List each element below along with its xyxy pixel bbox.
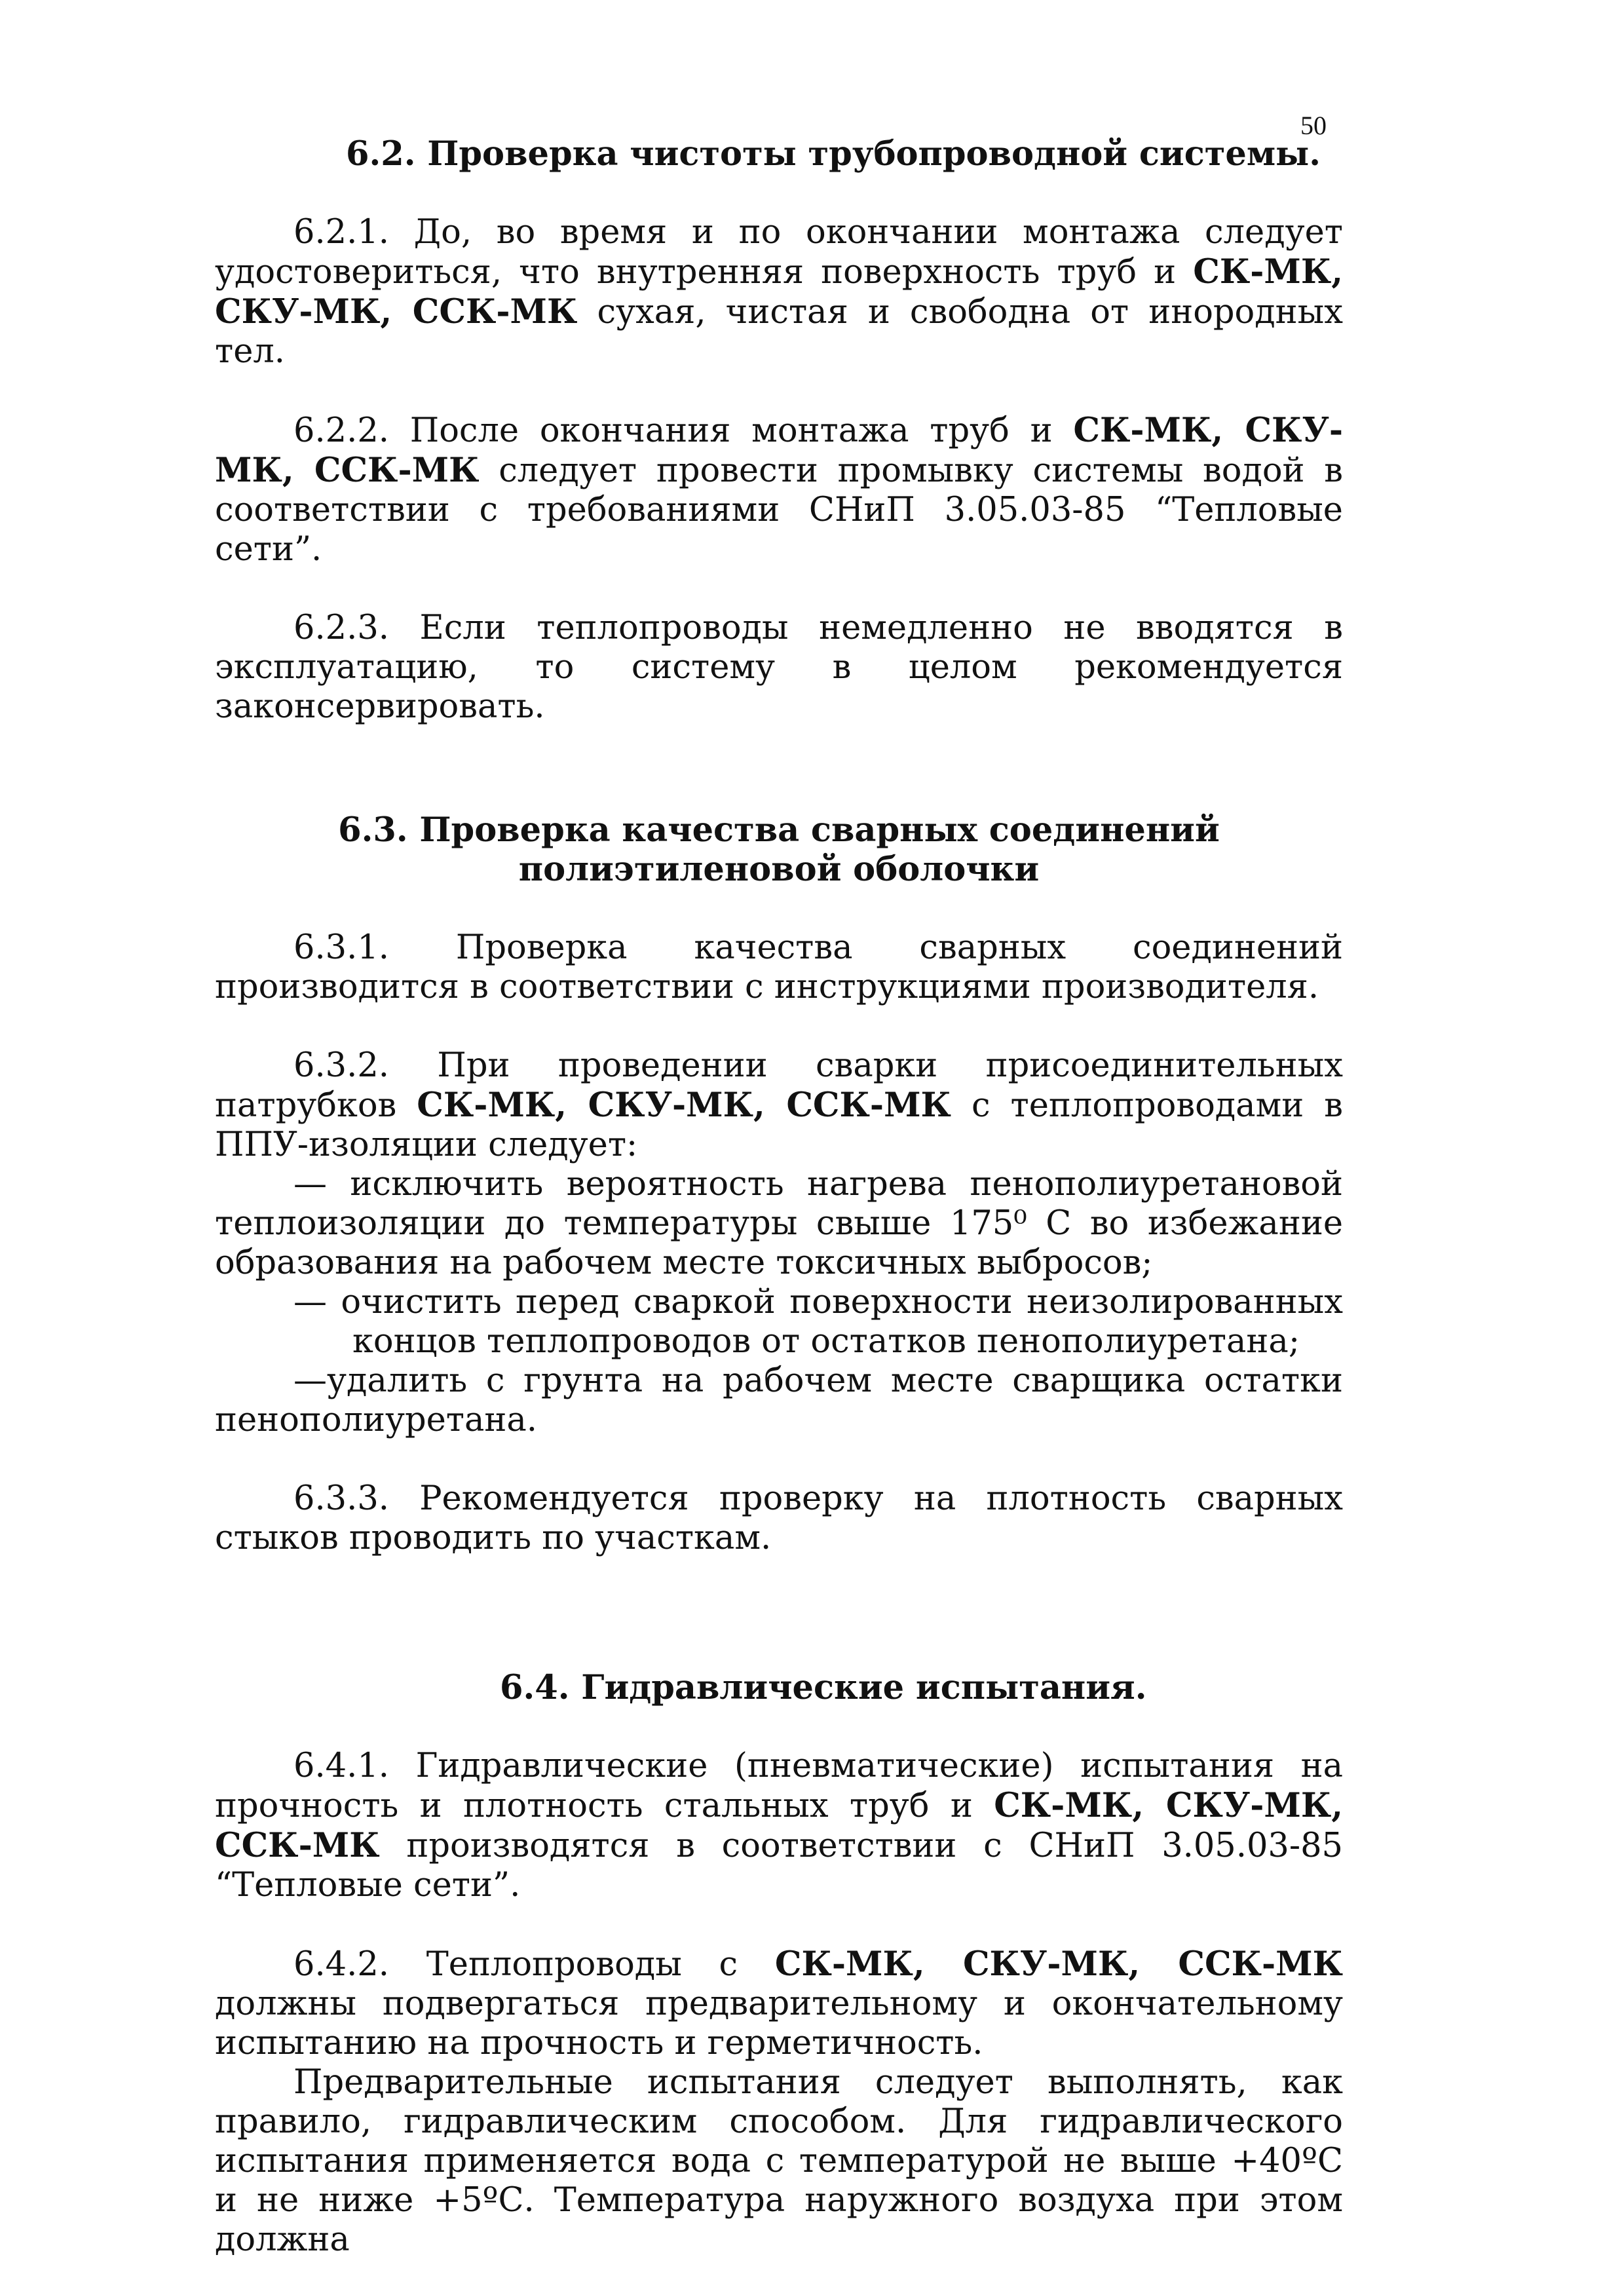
product-codes: СК-МК, СКУ-МК, ССК-МК bbox=[774, 1944, 1343, 1984]
paragraph-6-4-1 bbox=[215, 1747, 1343, 1905]
paragraph-6-3-3: 6.3.3. Рекомендуется проверку на плотность сварных стыков проводить по участкам. bbox=[215, 1479, 1343, 1557]
paragraph-6-3-2 bbox=[215, 1046, 1343, 1165]
paragraph-text: должны подвергаться предварительному и окончательному испытанию на прочность и герметичность. bbox=[215, 1984, 1343, 2062]
page-number: 50 bbox=[1300, 111, 1327, 140]
product-codes: СК-МК, СКУ-МК, ССК-МК bbox=[215, 411, 1344, 490]
paragraph-6-2-3: 6.2.3. Если теплопроводы немедленно не вводятся в эксплуатацию, то систему в целом рекомендуется законсервировать. bbox=[215, 609, 1343, 726]
list-item: — очистить перед сваркой поверхности неизолированных концов теплопроводов от остатков пенополиуретана; bbox=[293, 1283, 1343, 1361]
paragraph-text: сухая, чистая и свободна от инородных тел. bbox=[215, 293, 1344, 371]
list-item: — исключить вероятность нагрева пенополиуретановой теплоизоляции до температуры свыше 175⁰ С во избежание образования на рабочем месте токсичных выбросов; bbox=[215, 1165, 1343, 1282]
section-heading-6-3 bbox=[215, 810, 1343, 889]
paragraph-6-4-2 bbox=[215, 1944, 1343, 2063]
paragraph-text: 6.4.1. Гидравлические (пневматические) испытания на прочность и плотность стальных труб и bbox=[215, 1747, 1343, 1825]
paragraph-text: следует провести промывку системы водой в соответствии с требованиями СНиП 3.05.03-85 “Тепловые сети”. bbox=[215, 451, 1343, 569]
product-codes: СК-МК, СКУ-МК, ССК-МК bbox=[417, 1086, 951, 1125]
section-heading-6-2: 6.2. Проверка чистоты трубопроводной системы. bbox=[346, 134, 1321, 174]
product-codes: СК-МК, СКУ-МК, ССК-МК bbox=[215, 1786, 1343, 1865]
paragraph-6-3-1: 6.3.1. Проверка качества сварных соединений производится в соответствии с инструкциями производителя. bbox=[215, 928, 1343, 1006]
paragraph-6-2-1 bbox=[215, 213, 1343, 371]
paragraph-text: с теплопроводами в ППУ-изоляции следует: bbox=[215, 1086, 1343, 1164]
list-item: —удалить с грунта на рабочем месте сварщика остатки пенополиуретана. bbox=[215, 1361, 1343, 1439]
paragraph-text: 6.2.1. До, во время и по окончании монтажа следует удостовериться, что внутренняя поверхность труб и bbox=[215, 213, 1343, 292]
section-heading-line: 6.3. Проверка качества сварных соединений bbox=[338, 810, 1220, 850]
product-codes: СК-МК, СКУ-МК, ССК-МК bbox=[215, 252, 1343, 332]
paragraph-6-4-2-continued: Предварительные испытания следует выполнять, как правило, гидравлическим способом. Для гидравлического испытания применяется вода с температурой не выше +40ºС и не ниже +5ºС. Температура наружного воздуха при этом должна bbox=[215, 2063, 1343, 2259]
paragraph-text: 6.3.2. При проведении сварки присоединительных патрубков bbox=[215, 1046, 1343, 1125]
paragraph-text: 6.4.2. Теплопроводы с bbox=[293, 1945, 775, 1984]
paragraph-text: производятся в соответствии с СНиП 3.05.03-85 “Тепловые сети”. bbox=[215, 1827, 1343, 1905]
section-heading-line: полиэтиленовой оболочки bbox=[518, 850, 1040, 889]
document-body bbox=[215, 134, 1343, 2260]
section-heading-6-4: 6.4. Гидравлические испытания. bbox=[500, 1668, 1147, 1707]
paragraph-text: 6.2.2. После окончания монтажа труб и bbox=[293, 411, 1074, 450]
paragraph-6-2-2 bbox=[215, 411, 1343, 569]
